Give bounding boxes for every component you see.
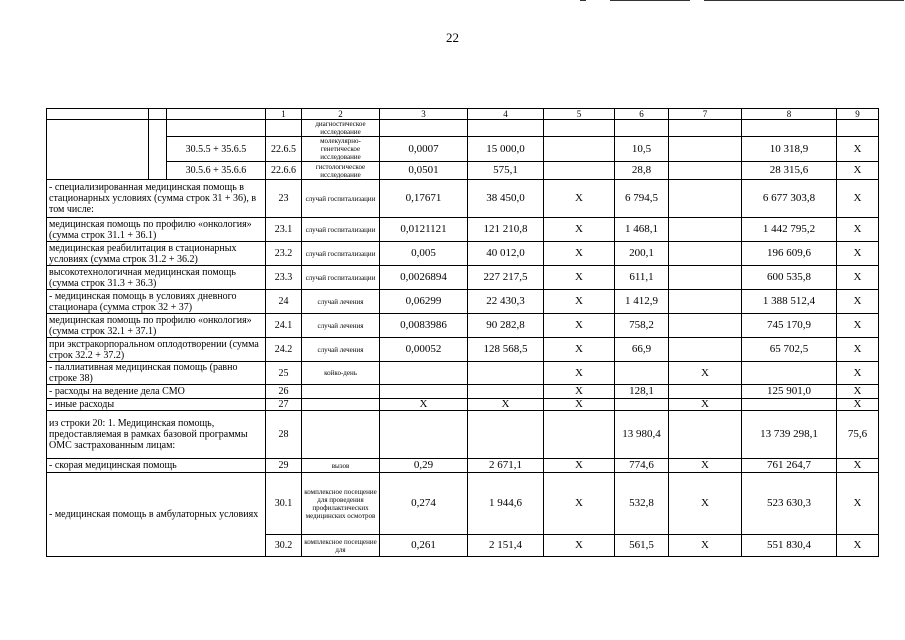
x-mark: X: [544, 314, 615, 338]
row-code: 23.1: [266, 218, 302, 242]
unit-cell: случай госпитализации: [302, 218, 380, 242]
unit-cell: случай лечения: [302, 314, 380, 338]
row-code: 30.2: [266, 535, 302, 557]
formula-cell: 30.5.6 + 35.6.6: [167, 162, 266, 180]
page-number: 22: [446, 30, 459, 45]
row-name: - паллиативная медицинская помощь (равно строке 38): [47, 362, 266, 385]
unit-cell: [302, 385, 380, 399]
table-row: [47, 218, 879, 242]
value-cell: 40 012,0: [468, 242, 544, 266]
unit-cell: гистологическое исследование: [302, 162, 380, 180]
data-table: [46, 108, 879, 557]
value-cell: 0,17671: [380, 180, 468, 218]
x-mark: X: [837, 385, 879, 399]
unit-cell: [302, 399, 380, 411]
x-mark: X: [380, 399, 468, 411]
x-mark: X: [669, 399, 742, 411]
unit-cell: молекулярно-генетическое исследование: [302, 137, 380, 162]
value-cell: [669, 411, 742, 459]
header-cell: 1: [266, 109, 302, 120]
x-mark: X: [837, 535, 879, 557]
value-cell: 1 944,6: [468, 473, 544, 535]
header-cell: 2: [302, 109, 380, 120]
x-mark: X: [837, 338, 879, 362]
row-code: 26: [266, 385, 302, 399]
value-cell: [544, 162, 615, 180]
unit-cell: случай госпитализации: [302, 180, 380, 218]
value-cell: 745 170,9: [742, 314, 837, 338]
header-cell: 3: [380, 109, 468, 120]
value-cell: 38 450,0: [468, 180, 544, 218]
value-cell: 532,8: [615, 473, 669, 535]
x-mark: X: [837, 266, 879, 290]
value-cell: 0,0083986: [380, 314, 468, 338]
value-cell: 28 315,6: [742, 162, 837, 180]
row-code: 28: [266, 411, 302, 459]
row-name: - медицинская помощь в амбулаторных условиях: [47, 473, 266, 557]
unit-cell: комплексное посещение для: [302, 535, 380, 557]
value-cell: [669, 180, 742, 218]
top-rule: [610, 0, 690, 1]
row-name: - иные расходы: [47, 399, 266, 411]
table-row: [47, 411, 879, 459]
value-cell: [669, 290, 742, 314]
value-cell: [380, 362, 468, 385]
value-cell: 10 318,9: [742, 137, 837, 162]
table-row: [47, 385, 879, 399]
x-mark: X: [544, 535, 615, 557]
x-mark: X: [669, 459, 742, 473]
value-cell: 200,1: [615, 242, 669, 266]
x-mark: X: [544, 459, 615, 473]
x-mark: X: [837, 473, 879, 535]
value-cell: [544, 411, 615, 459]
x-mark: X: [837, 314, 879, 338]
value-cell: [544, 120, 615, 137]
value-cell: 0,06299: [380, 290, 468, 314]
value-cell: 121 210,8: [468, 218, 544, 242]
x-mark: X: [669, 473, 742, 535]
value-cell: [669, 218, 742, 242]
row-code: 22.6.5: [266, 137, 302, 162]
value-cell: [669, 385, 742, 399]
unit-cell: комплексное посещение для проведения профилактических медицинских осмотров: [302, 473, 380, 535]
x-mark: X: [837, 362, 879, 385]
x-mark: X: [544, 290, 615, 314]
row-name: - специализированная медицинская помощь в стационарных условиях (сумма строк 31 + 36), в том числе:: [47, 180, 266, 218]
value-cell: [544, 137, 615, 162]
value-cell: 0,0121121: [380, 218, 468, 242]
unit-cell: случай госпитализации: [302, 266, 380, 290]
value-cell: [837, 120, 879, 137]
table-row: [47, 399, 879, 411]
x-mark: X: [837, 180, 879, 218]
value-cell: 0,29: [380, 459, 468, 473]
unit-cell: койко-день: [302, 362, 380, 385]
value-cell: [468, 120, 544, 137]
row-code: 29: [266, 459, 302, 473]
top-rule: [704, 0, 904, 1]
value-cell: 600 535,8: [742, 266, 837, 290]
formula-cell: [167, 120, 266, 137]
value-cell: 1 468,1: [615, 218, 669, 242]
row-name: из строки 20: 1. Медицинская помощь, предоставляемая в рамках базовой программы ОМС застрахованным лицам:: [47, 411, 266, 459]
x-mark: X: [544, 180, 615, 218]
header-cell: 9: [837, 109, 879, 120]
header-cell: [167, 109, 266, 120]
header-cell: 8: [742, 109, 837, 120]
value-cell: 128,1: [615, 385, 669, 399]
x-mark: X: [669, 535, 742, 557]
value-cell: [380, 120, 468, 137]
unit-cell: случай лечения: [302, 338, 380, 362]
table-row: [47, 314, 879, 338]
value-cell: [468, 385, 544, 399]
x-mark: X: [544, 242, 615, 266]
unit-cell: [302, 411, 380, 459]
value-cell: [669, 162, 742, 180]
table-row: [47, 162, 879, 180]
value-cell: 65 702,5: [742, 338, 837, 362]
row-name: при экстракорпоральном оплодотворении (сумма строк 32.2 + 37.2): [47, 338, 266, 362]
unit-cell: случай лечения: [302, 290, 380, 314]
table-row: [47, 266, 879, 290]
header-cell: 5: [544, 109, 615, 120]
x-mark: X: [544, 385, 615, 399]
value-cell: 561,5: [615, 535, 669, 557]
value-cell: 2 151,4: [468, 535, 544, 557]
value-cell: 0,00052: [380, 338, 468, 362]
value-cell: [669, 338, 742, 362]
header-cell: [149, 109, 167, 120]
row-code: 22.6.6: [266, 162, 302, 180]
value-cell: 227 217,5: [468, 266, 544, 290]
x-mark: X: [544, 362, 615, 385]
value-cell: [669, 266, 742, 290]
empty-cell: [47, 120, 149, 180]
formula-cell: 30.5.5 + 35.6.5: [167, 137, 266, 162]
value-cell: 13 739 298,1: [742, 411, 837, 459]
row-code: 23.2: [266, 242, 302, 266]
value-cell: 0,0007: [380, 137, 468, 162]
table-row: [47, 473, 879, 535]
row-code: 25: [266, 362, 302, 385]
value-cell: [615, 399, 669, 411]
value-cell: 611,1: [615, 266, 669, 290]
x-mark: X: [837, 290, 879, 314]
value-cell: 761 264,7: [742, 459, 837, 473]
value-cell: 774,6: [615, 459, 669, 473]
x-mark: X: [837, 399, 879, 411]
value-cell: [615, 120, 669, 137]
x-mark: X: [837, 218, 879, 242]
value-cell: [742, 399, 837, 411]
value-cell: 125 901,0: [742, 385, 837, 399]
x-mark: X: [544, 399, 615, 411]
value-cell: 758,2: [615, 314, 669, 338]
value-cell: 6 677 303,8: [742, 180, 837, 218]
value-cell: 10,5: [615, 137, 669, 162]
row-code: 27: [266, 399, 302, 411]
x-mark: X: [837, 162, 879, 180]
row-code: 24: [266, 290, 302, 314]
value-cell: 13 980,4: [615, 411, 669, 459]
header-cell: 6: [615, 109, 669, 120]
value-cell: 1 442 795,2: [742, 218, 837, 242]
value-cell: 128 568,5: [468, 338, 544, 362]
value-cell: 0,0501: [380, 162, 468, 180]
value-cell: 22 430,3: [468, 290, 544, 314]
row-name: медицинская помощь по профилю «онкология» (сумма строк 31.1 + 36.1): [47, 218, 266, 242]
value-cell: 575,1: [468, 162, 544, 180]
empty-cell: [149, 120, 167, 180]
row-name: - медицинская помощь в условиях дневного стационара (сумма строк 32 + 37): [47, 290, 266, 314]
value-cell: 75,6: [837, 411, 879, 459]
value-cell: [742, 120, 837, 137]
header-row: [47, 109, 879, 120]
x-mark: X: [669, 362, 742, 385]
table-row: [47, 290, 879, 314]
row-code: [266, 120, 302, 137]
x-mark: X: [837, 459, 879, 473]
value-cell: 90 282,8: [468, 314, 544, 338]
unit-cell: вызов: [302, 459, 380, 473]
table-row: [47, 137, 879, 162]
table-row: [47, 180, 879, 218]
table-row: [47, 120, 879, 137]
value-cell: [615, 362, 669, 385]
value-cell: 1 388 512,4: [742, 290, 837, 314]
table-row: [47, 362, 879, 385]
unit-cell: диагностическое исследование: [302, 120, 380, 137]
row-code: 24.1: [266, 314, 302, 338]
value-cell: [380, 411, 468, 459]
x-mark: X: [837, 137, 879, 162]
value-cell: 0,005: [380, 242, 468, 266]
x-mark: X: [544, 266, 615, 290]
row-code: 24.2: [266, 338, 302, 362]
value-cell: 523 630,3: [742, 473, 837, 535]
value-cell: 2 671,1: [468, 459, 544, 473]
unit-cell: случай госпитализации: [302, 242, 380, 266]
value-cell: 15 000,0: [468, 137, 544, 162]
value-cell: 0,0026894: [380, 266, 468, 290]
row-name: - скорая медицинская помощь: [47, 459, 266, 473]
table-row: [47, 242, 879, 266]
value-cell: [468, 411, 544, 459]
value-cell: [669, 242, 742, 266]
value-cell: 551 830,4: [742, 535, 837, 557]
header-cell: [47, 109, 149, 120]
row-code: 30.1: [266, 473, 302, 535]
value-cell: [669, 120, 742, 137]
value-cell: [669, 314, 742, 338]
value-cell: [669, 137, 742, 162]
row-name: - расходы на ведение дела СМО: [47, 385, 266, 399]
x-mark: X: [544, 218, 615, 242]
header-cell: 4: [468, 109, 544, 120]
value-cell: 66,9: [615, 338, 669, 362]
row-name: медицинская реабилитация в стационарных условиях (сумма строк 31.2 + 36.2): [47, 242, 266, 266]
value-cell: [380, 385, 468, 399]
x-mark: X: [544, 473, 615, 535]
x-mark: X: [837, 242, 879, 266]
header-cell: 7: [669, 109, 742, 120]
value-cell: 0,274: [380, 473, 468, 535]
value-cell: 6 794,5: [615, 180, 669, 218]
value-cell: 1 412,9: [615, 290, 669, 314]
value-cell: 0,261: [380, 535, 468, 557]
row-code: 23.3: [266, 266, 302, 290]
top-mark: [580, 0, 586, 1]
value-cell: 28,8: [615, 162, 669, 180]
value-cell: [468, 362, 544, 385]
row-name: высокотехнологичная медицинская помощь (сумма строк 31.3 + 36.3): [47, 266, 266, 290]
table-row: [47, 338, 879, 362]
x-mark: X: [468, 399, 544, 411]
row-code: 23: [266, 180, 302, 218]
x-mark: X: [544, 338, 615, 362]
table-row: [47, 459, 879, 473]
value-cell: 196 609,6: [742, 242, 837, 266]
value-cell: [742, 362, 837, 385]
row-name: медицинская помощь по профилю «онкология» (сумма строк 32.1 + 37.1): [47, 314, 266, 338]
